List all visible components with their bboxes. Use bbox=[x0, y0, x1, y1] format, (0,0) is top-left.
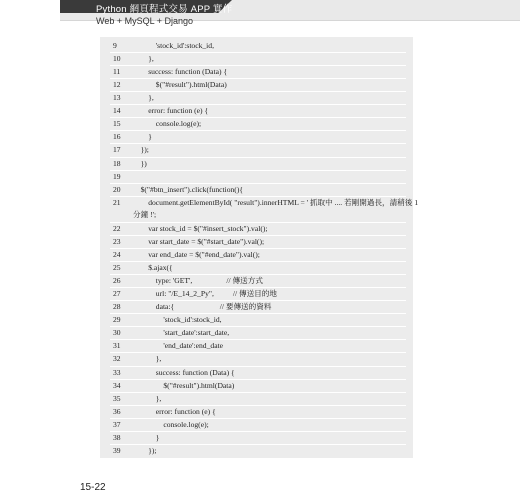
code-text: }, bbox=[133, 354, 162, 364]
line-separator bbox=[110, 352, 406, 353]
line-number: 18 bbox=[113, 158, 121, 168]
line-number: 23 bbox=[113, 236, 121, 246]
code-text: var start_date = $("#start_date").val(); bbox=[133, 236, 265, 246]
line-separator bbox=[110, 157, 406, 158]
line-number: 31 bbox=[113, 341, 121, 351]
code-text: console.log(e); bbox=[133, 119, 202, 129]
line-number: 28 bbox=[113, 302, 121, 312]
line-number: 27 bbox=[113, 289, 121, 299]
code-text: success: function (Data) { bbox=[133, 367, 235, 377]
line-separator bbox=[110, 339, 406, 340]
line-separator bbox=[110, 392, 406, 393]
line-number: 30 bbox=[113, 328, 121, 338]
line-separator bbox=[110, 326, 406, 327]
line-number: 10 bbox=[113, 54, 121, 64]
line-separator bbox=[110, 431, 406, 432]
line-number: 16 bbox=[113, 132, 121, 142]
line-separator bbox=[110, 65, 406, 66]
line-separator bbox=[110, 52, 406, 53]
line-separator bbox=[110, 366, 406, 367]
line-separator bbox=[110, 444, 406, 445]
line-number: 35 bbox=[113, 393, 121, 403]
line-separator bbox=[110, 196, 406, 197]
line-separator bbox=[110, 261, 406, 262]
line-number: 26 bbox=[113, 276, 121, 286]
line-separator bbox=[110, 313, 406, 314]
line-number: 32 bbox=[113, 354, 121, 364]
code-text: success: function (Data) { bbox=[133, 67, 228, 77]
line-number: 13 bbox=[113, 93, 121, 103]
line-number: 37 bbox=[113, 419, 121, 429]
line-separator bbox=[110, 287, 406, 288]
line-number: 38 bbox=[113, 432, 121, 442]
code-text: 'end_date':end_date bbox=[133, 341, 224, 351]
code-text: $.ajax({ bbox=[133, 263, 173, 273]
code-text: }, bbox=[133, 393, 162, 403]
code-text: $("#result").html(Data) bbox=[133, 380, 235, 390]
line-separator bbox=[110, 130, 406, 131]
code-text: } bbox=[133, 132, 152, 142]
line-separator bbox=[110, 235, 406, 236]
code-text: data:{ // 要傳送的資料 bbox=[133, 302, 272, 312]
line-number: 33 bbox=[113, 367, 121, 377]
code-text: } bbox=[133, 432, 160, 442]
page-number: 15-22 bbox=[80, 482, 106, 493]
line-number: 25 bbox=[113, 263, 121, 273]
line-separator bbox=[110, 379, 406, 380]
code-text: error: function (e) { bbox=[133, 406, 216, 416]
line-number: 12 bbox=[113, 80, 121, 90]
line-number: 21 bbox=[113, 197, 121, 207]
line-number: 19 bbox=[113, 171, 121, 181]
line-number: 15 bbox=[113, 119, 121, 129]
line-number: 29 bbox=[113, 315, 121, 325]
line-number: 17 bbox=[113, 145, 121, 155]
code-listing bbox=[100, 37, 419, 458]
line-separator bbox=[110, 78, 406, 79]
code-text: console.log(e); bbox=[133, 419, 209, 429]
line-number: 36 bbox=[113, 406, 121, 416]
line-separator bbox=[110, 248, 406, 249]
line-separator bbox=[110, 143, 406, 144]
code-text: }, bbox=[133, 93, 154, 103]
line-number: 22 bbox=[113, 223, 121, 233]
code-text: var end_date = $("#end_date").val(); bbox=[133, 249, 260, 259]
code-text: 'stock_id':stock_id, bbox=[133, 315, 222, 325]
code-text: type: 'GET', // 傳送方式 bbox=[133, 276, 263, 286]
line-separator bbox=[110, 274, 406, 275]
code-text: url: "/E_14_2_Py", // 傳送目的地 bbox=[133, 289, 277, 299]
line-number: 11 bbox=[113, 67, 121, 77]
code-text: $("#btn_insert").click(function(){ bbox=[133, 184, 244, 194]
line-number: 39 bbox=[113, 445, 121, 455]
line-separator bbox=[110, 104, 406, 105]
code-text: }, bbox=[133, 54, 154, 64]
line-separator bbox=[110, 183, 406, 184]
code-text: error: function (e) { bbox=[133, 106, 209, 116]
code-text: }); bbox=[133, 145, 149, 155]
line-separator bbox=[110, 117, 406, 118]
line-number: 20 bbox=[113, 184, 121, 194]
code-text: var stock_id = $("#insert_stock").val(); bbox=[133, 223, 268, 233]
line-separator bbox=[110, 170, 406, 171]
line-separator bbox=[110, 405, 406, 406]
line-number: 9 bbox=[113, 41, 117, 50]
code-text: $("#result").html(Data) bbox=[133, 80, 227, 90]
line-separator bbox=[110, 91, 406, 92]
book-subtitle: Web + MySQL + Django bbox=[96, 16, 194, 26]
line-number: 14 bbox=[113, 106, 121, 116]
line-number: 24 bbox=[113, 249, 121, 259]
code-text-wrap: 分鐘 !'; bbox=[133, 209, 157, 219]
book-title: Python 網頁程式交易 APP 實作 bbox=[96, 4, 233, 15]
line-number: 34 bbox=[113, 380, 121, 390]
code-text: 'stock_id':stock_id, bbox=[133, 41, 214, 50]
code-text: }); bbox=[133, 445, 157, 455]
code-text: 'start_date':start_date, bbox=[133, 328, 230, 338]
code-text: }) bbox=[133, 158, 147, 168]
line-separator bbox=[110, 222, 406, 223]
line-separator bbox=[110, 418, 406, 419]
code-text: document.getElementById( "result").innerHTML = ' 抓取中 .... 若剛開過長，請稍後 1 bbox=[133, 197, 419, 207]
